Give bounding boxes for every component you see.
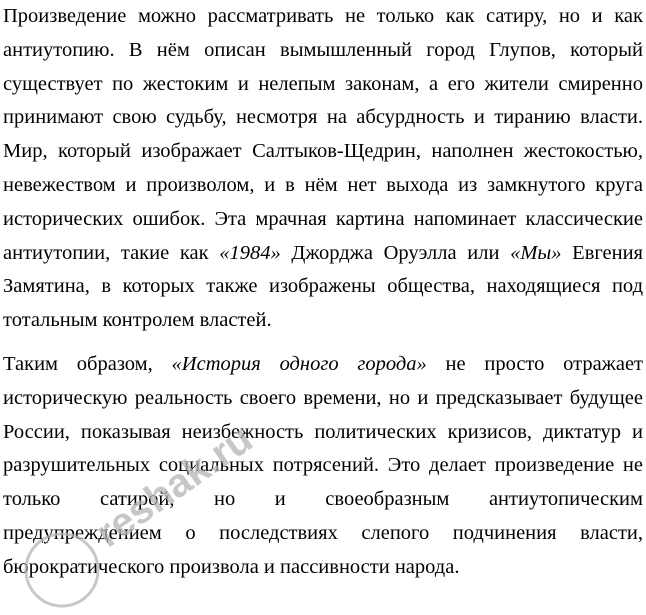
text-line — [3, 348, 643, 382]
paragraph-2 — [3, 348, 643, 585]
text-line — [3, 34, 643, 68]
text-segment: принимают свою судьбу, несмотря на абсурдность и тиранию власти. — [3, 106, 643, 129]
text-line — [3, 203, 643, 237]
paragraph-1 — [3, 0, 643, 338]
text-segment: предупреждением о последствиях слепого подчинения власти, — [3, 521, 643, 544]
text-line — [3, 101, 643, 135]
text-segment: разрушительных социальных потрясений. Это делает произведение не — [3, 454, 643, 477]
text-line — [3, 449, 643, 483]
text-segment: тотальным контролем властей. — [3, 309, 272, 332]
text-segment: антиутопии, такие как — [3, 241, 220, 264]
text-segment: историческую реальность своего времени, но и предсказывает будущее — [3, 386, 643, 409]
text-segment: Джорджа Оруэлла или — [280, 241, 511, 264]
text-line — [3, 169, 643, 203]
italic-title: «История одного города» — [171, 352, 427, 375]
text-line — [3, 382, 643, 416]
text-line — [3, 68, 643, 102]
text-segment: только сатирой, но и своеобразным антиутопическим — [3, 488, 643, 511]
text-line — [3, 0, 643, 34]
text-line — [3, 416, 643, 450]
text-segment: антиутопию. В нём описан вымышленный город Глупов, который — [3, 38, 643, 61]
text-segment: России, показывая неизбежность политических кризисов, диктатур и — [3, 420, 643, 443]
text-line — [3, 551, 643, 585]
text-segment: не просто отражает — [426, 352, 644, 375]
text-segment: Мир, который изображает Салтыков-Щедрин, наполнен жестокостью, — [3, 140, 643, 163]
text-line — [3, 270, 643, 304]
text-line — [3, 517, 643, 551]
text-segment: Произведение можно рассматривать не только как сатиру, но и как — [3, 5, 643, 27]
text-segment: исторических ошибок. Эта мрачная картина напоминает классические — [3, 207, 643, 230]
watermark-text: reshak.ru — [87, 416, 261, 556]
text-line — [3, 135, 643, 169]
text-segment: существует по жестоким и нелепым законам, а его жители смиренно — [3, 72, 643, 95]
text-segment: Таким образом, — [3, 352, 172, 375]
document-body — [3, 0, 643, 585]
italic-title: «1984» — [219, 241, 281, 264]
text-segment: Евгения — [561, 241, 643, 264]
text-line — [3, 483, 643, 517]
italic-title: «Мы» — [510, 241, 562, 264]
text-segment: Замятина, в которых также изображены общества, находящиеся под — [3, 275, 643, 298]
text-segment: бюрократического произвола и пассивности народа. — [3, 555, 460, 578]
text-segment: невежеством и произволом, и в нём нет выхода из замкнутого круга — [3, 173, 643, 196]
text-line — [3, 237, 643, 271]
text-line — [3, 304, 643, 338]
